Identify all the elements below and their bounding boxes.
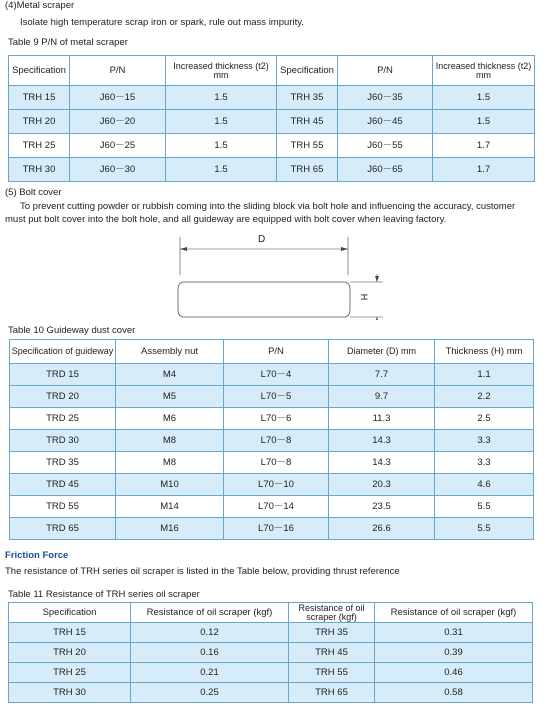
table-cell: TRD 15 xyxy=(10,364,116,386)
table-cell: 7.7 xyxy=(329,364,435,386)
table-cell: 0.39 xyxy=(375,643,533,663)
table-cell: 5.5 xyxy=(435,496,534,518)
bolt-cover-heading: (5) Bolt cover xyxy=(5,187,62,198)
table-cell: J60－65 xyxy=(338,158,433,182)
table-cell: L70－4 xyxy=(224,364,329,386)
table-cell: TRH 15 xyxy=(9,86,70,110)
table9-header: Increased thickness (t2) mm xyxy=(166,56,277,86)
table10-header: Assembly nut xyxy=(116,340,224,364)
bolt-cover-description-line2: must put bolt cover into the bolt hole, and all guideway are equipped with bolt cover when leaving factory. xyxy=(5,214,447,225)
table-cell: 0.21 xyxy=(131,663,289,683)
table9-header: P/N xyxy=(70,56,166,86)
table-cell: 1.5 xyxy=(433,110,535,134)
bolt-cover-description-line1: To prevent cutting powder or rubbish coming into the sliding block via bolt hole and influencing the accuracy, customer xyxy=(20,201,516,212)
table-cell: 2.5 xyxy=(435,408,534,430)
table-row xyxy=(10,474,534,496)
table-cell: J60－15 xyxy=(70,86,166,110)
diameter-label: D xyxy=(258,234,266,245)
table-cell: TRH 65 xyxy=(277,158,338,182)
table-cell: 1.5 xyxy=(166,110,277,134)
table-cell: TRD 20 xyxy=(10,386,116,408)
table-cell: M4 xyxy=(116,364,224,386)
table-cell: J60－45 xyxy=(338,110,433,134)
table-cell: TRD 65 xyxy=(10,518,116,540)
table-cell: L70－10 xyxy=(224,474,329,496)
table-cell: J60－55 xyxy=(338,134,433,158)
table-cell: TRH 15 xyxy=(9,623,131,643)
table-row xyxy=(9,683,533,703)
table-row xyxy=(9,623,533,643)
table-row xyxy=(9,663,533,683)
friction-force-heading: Friction Force xyxy=(5,550,69,561)
table9-caption: Table 9 P/N of metal scraper xyxy=(8,37,128,48)
table-row xyxy=(10,496,534,518)
table9-header: Specification xyxy=(9,56,70,86)
table-cell: 1.5 xyxy=(166,158,277,182)
table-cell: TRH 35 xyxy=(289,623,375,643)
table-cell: 5.5 xyxy=(435,518,534,540)
table-cell: TRD 55 xyxy=(10,496,116,518)
table-cell: TRH 45 xyxy=(289,643,375,663)
table-row xyxy=(10,430,534,452)
table-cell: 0.16 xyxy=(131,643,289,663)
table-cell: 1.5 xyxy=(166,86,277,110)
table10-header: Diameter (D) mm xyxy=(329,340,435,364)
table-cell: 14.3 xyxy=(329,452,435,474)
table-cell: 9.7 xyxy=(329,386,435,408)
table11-header: Resistance of oil scraper (kgf) xyxy=(131,603,289,623)
table-cell: TRH 65 xyxy=(289,683,375,703)
friction-force-description: The resistance of TRH series oil scraper is listed in the Table below, providing thrust reference xyxy=(5,566,400,577)
table-cell: 3.3 xyxy=(435,452,534,474)
table-cell: M14 xyxy=(116,496,224,518)
table-cell: J60－30 xyxy=(70,158,166,182)
table-row xyxy=(10,386,534,408)
table10 xyxy=(9,339,534,540)
table-row xyxy=(10,452,534,474)
table11-header: Resistance of oil scraper (kgf) xyxy=(289,603,375,623)
table-cell: M5 xyxy=(116,386,224,408)
table-cell: 0.12 xyxy=(131,623,289,643)
table-cell: 11.3 xyxy=(329,408,435,430)
table-cell: M8 xyxy=(116,430,224,452)
table-cell: 2.2 xyxy=(435,386,534,408)
table-cell: TRH 55 xyxy=(289,663,375,683)
table-cell: TRH 25 xyxy=(9,663,131,683)
table-cell: TRD 35 xyxy=(10,452,116,474)
table-cell: L70－8 xyxy=(224,452,329,474)
metal-scraper-heading: (4)Metal scraper xyxy=(5,0,75,11)
table10-header: Thickness (H) mm xyxy=(435,340,534,364)
bolt-cover-diagram xyxy=(170,230,390,320)
metal-scraper-description: Isolate high temperature scrap iron or spark, rule out mass impurity. xyxy=(20,17,304,28)
table-row xyxy=(9,110,535,134)
table-cell: 26.6 xyxy=(329,518,435,540)
table-row xyxy=(9,643,533,663)
table-cell: 0.58 xyxy=(375,683,533,703)
table11-header: Resistance of oil scraper (kgf) xyxy=(375,603,533,623)
table-cell: 3.3 xyxy=(435,430,534,452)
table-cell: M8 xyxy=(116,452,224,474)
table-cell: 0.31 xyxy=(375,623,533,643)
table-cell: L70－8 xyxy=(224,430,329,452)
table11-header: Specification xyxy=(9,603,131,623)
table-cell: TRH 20 xyxy=(9,110,70,134)
table-cell: M16 xyxy=(116,518,224,540)
table9 xyxy=(8,55,535,182)
table-cell: 4.6 xyxy=(435,474,534,496)
table-cell: L70－14 xyxy=(224,496,329,518)
table-cell: L70－6 xyxy=(224,408,329,430)
table-cell: 1.1 xyxy=(435,364,534,386)
table-cell: 1.5 xyxy=(166,134,277,158)
table-cell: 23.5 xyxy=(329,496,435,518)
table-cell: 0.46 xyxy=(375,663,533,683)
table-cell: TRD 30 xyxy=(10,430,116,452)
table9-header: P/N xyxy=(338,56,433,86)
table10-header: P/N xyxy=(224,340,329,364)
table-cell: TRH 45 xyxy=(277,110,338,134)
table-cell: TRH 25 xyxy=(9,134,70,158)
table-cell: J60－20 xyxy=(70,110,166,134)
table-row xyxy=(9,86,535,110)
table11-caption: Table 11 Resistance of TRH series oil scraper xyxy=(8,589,200,600)
table-row xyxy=(10,364,534,386)
table-cell: 1.7 xyxy=(433,158,535,182)
table10-header: Specification of guideway xyxy=(10,340,116,364)
table-cell: TRD 45 xyxy=(10,474,116,496)
table-cell: 0.25 xyxy=(131,683,289,703)
table-cell: TRD 25 xyxy=(10,408,116,430)
table-cell: TRH 30 xyxy=(9,158,70,182)
table-cell: TRH 55 xyxy=(277,134,338,158)
table11 xyxy=(8,602,533,703)
table-cell: TRH 30 xyxy=(9,683,131,703)
table-cell: L70－5 xyxy=(224,386,329,408)
table-cell: 14.3 xyxy=(329,430,435,452)
table-cell: J60－25 xyxy=(70,134,166,158)
table-cell: 1.7 xyxy=(433,134,535,158)
table-cell: TRH 35 xyxy=(277,86,338,110)
table-cell: 20.3 xyxy=(329,474,435,496)
height-label: H xyxy=(359,293,370,301)
table-row xyxy=(10,408,534,430)
table-cell: TRH 20 xyxy=(9,643,131,663)
table-cell: J60－35 xyxy=(338,86,433,110)
table-cell: L70－16 xyxy=(224,518,329,540)
table9-header: Specification xyxy=(277,56,338,86)
table9-header: Increased thickness (t2) mm xyxy=(433,56,535,86)
table-cell: 1.5 xyxy=(433,86,535,110)
table-cell: M6 xyxy=(116,408,224,430)
table10-caption: Table 10 Guideway dust cover xyxy=(8,325,136,336)
table-cell: M10 xyxy=(116,474,224,496)
table-row xyxy=(9,158,535,182)
table-row xyxy=(9,134,535,158)
table-row xyxy=(10,518,534,540)
